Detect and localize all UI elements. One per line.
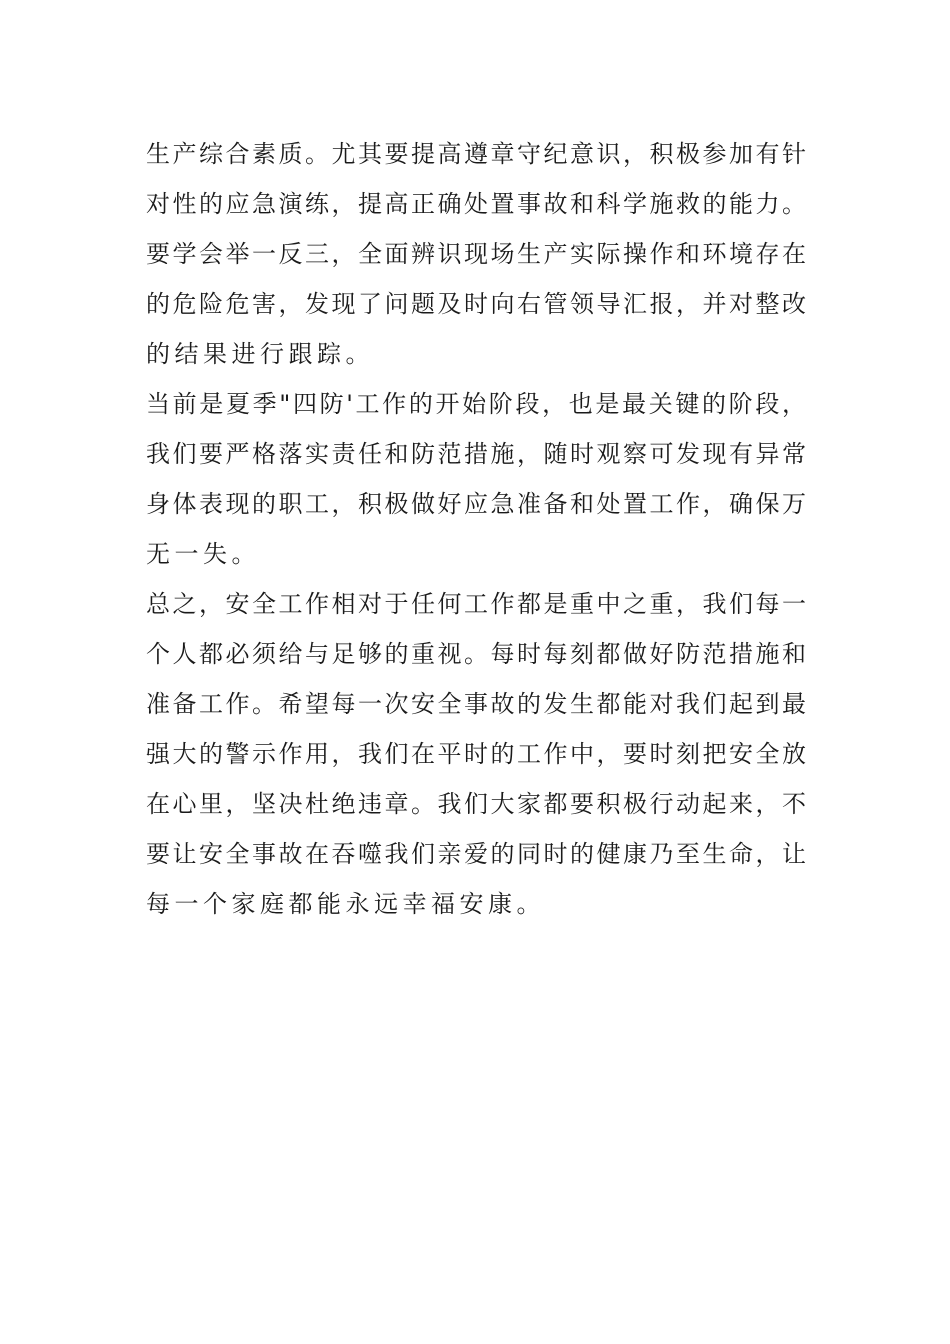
- text-line: 强大的警示作用，我们在平时的工作中，要时刻把安全放: [146, 740, 806, 768]
- text-line: 准备工作。希望每一次安全事故的发生都能对我们起到最: [146, 690, 806, 718]
- text-line: 身体表现的职工，积极做好应急准备和处置工作，确保万: [146, 490, 806, 518]
- text-line: 总之，安全工作相对于任何工作都是重中之重，我们每一: [146, 590, 806, 618]
- text-line: 要学会举一反三，全面辨识现场生产实际操作和环境存在: [146, 240, 806, 268]
- text-line: 我们要严格落实责任和防范措施，随时观察可发现有异常: [146, 440, 806, 468]
- text-line: 要让安全事故在吞噬我们亲爱的同时的健康乃至生命，让: [146, 840, 806, 868]
- text-line: 在心里，坚决杜绝违章。我们大家都要积极行动起来，不: [146, 790, 806, 818]
- text-line: 无一失。: [146, 540, 260, 568]
- paragraph-1: [146, 129, 806, 379]
- text-line: 的结果进行跟踪。: [146, 340, 374, 368]
- text-line: 对性的应急演练，提高正确处置事故和科学施救的能力。: [146, 190, 806, 218]
- text-line: 生产综合素质。尤其要提高遵章守纪意识，积极参加有针: [146, 140, 806, 168]
- document-body: [146, 129, 806, 929]
- text-line: 当前是夏季"四防'工作的开始阶段，也是最关键的阶段，: [146, 390, 806, 418]
- paragraph-3: [146, 579, 806, 929]
- text-line: 的危险危害，发现了问题及时向右管领导汇报，并对整改: [146, 290, 806, 318]
- paragraph-2: [146, 379, 806, 579]
- text-line: 个人都必须给与足够的重视。每时每刻都做好防范措施和: [146, 640, 806, 668]
- text-line: 每一个家庭都能永远幸福安康。: [146, 890, 545, 918]
